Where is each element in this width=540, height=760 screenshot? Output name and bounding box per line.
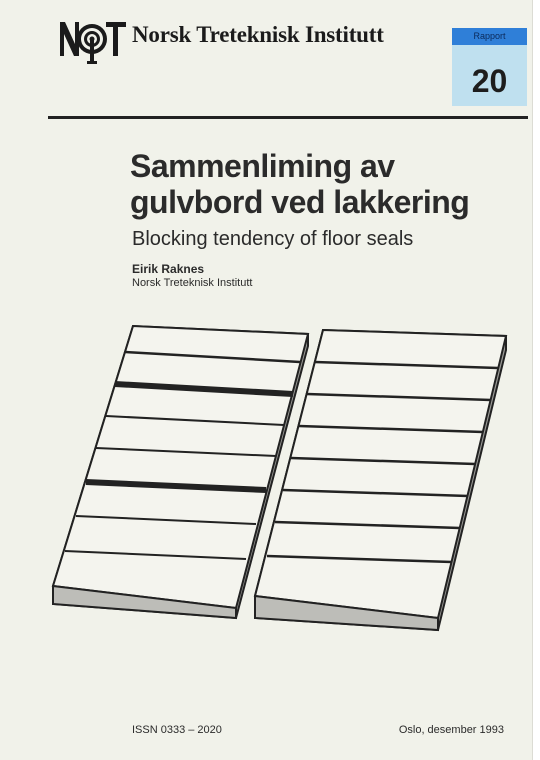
title-line-1: Sammenliming av: [130, 148, 395, 184]
institute-name: Norsk Treteknisk Institutt: [132, 22, 384, 47]
report-number: 20: [471, 63, 508, 99]
author-name: Eirik Raknes: [132, 262, 205, 276]
report-label: Rapport: [452, 28, 527, 45]
title-line-2: gulvbord ved lakkering: [130, 184, 470, 220]
report-subtitle: Blocking tendency of floor seals: [132, 228, 414, 250]
place-date: Oslo, desember 1993: [398, 724, 504, 736]
floorboards-illustration: [48, 318, 518, 638]
report-badge: [452, 28, 527, 106]
report-title: [130, 148, 469, 220]
header-divider: [48, 116, 528, 119]
nti-logo: [58, 14, 128, 66]
issn: ISSN 0333 – 2020: [132, 724, 222, 736]
author-affiliation: Norsk Treteknisk Institutt: [132, 277, 253, 289]
